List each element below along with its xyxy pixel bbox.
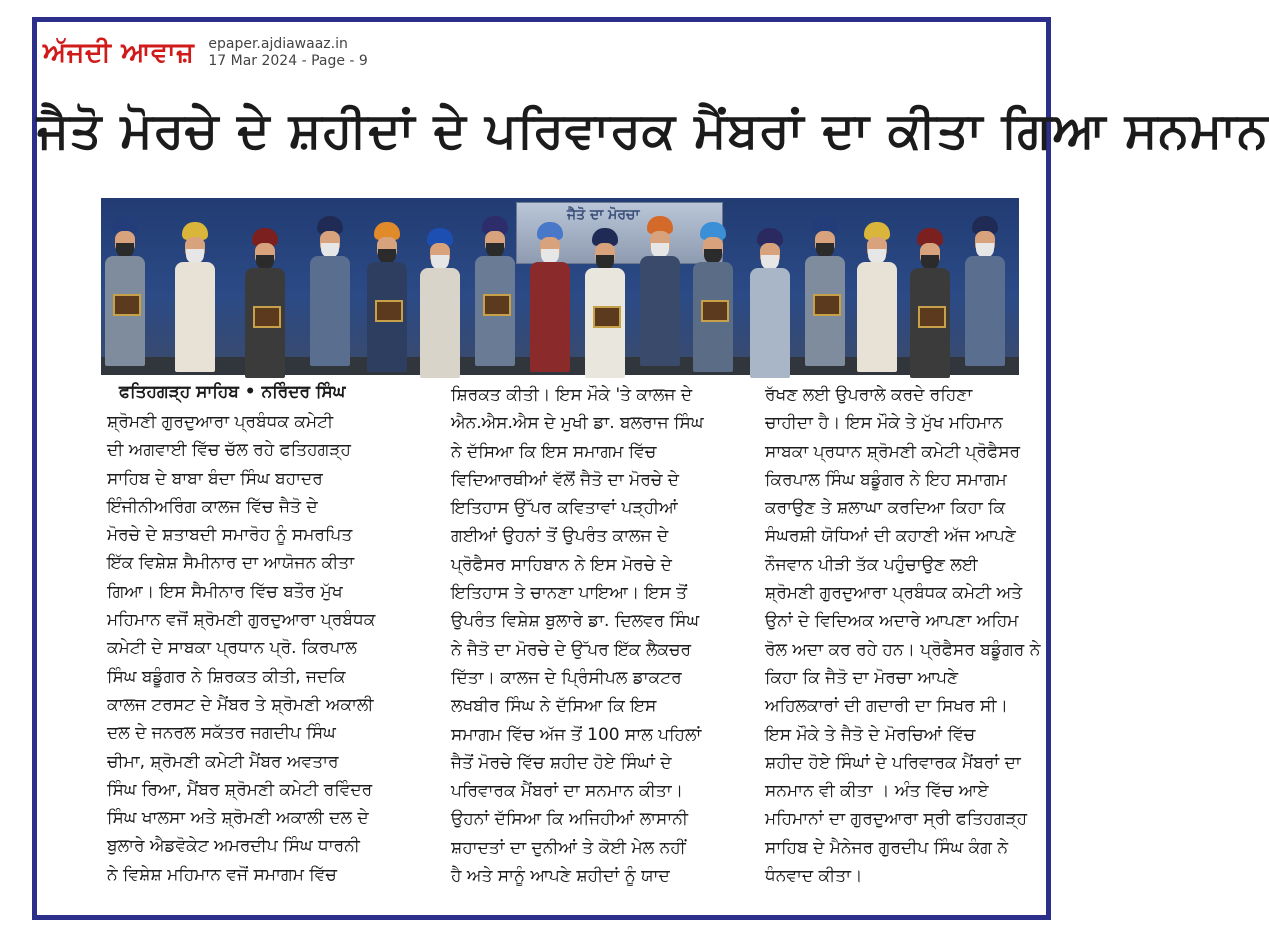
person-figure: [420, 228, 460, 375]
article-line: ਸਮਾਗਮ ਵਿੱਚ ਅੱਜ ਤੋਂ 100 ਸਾਲ ਪਹਿਲਾਂ: [451, 724, 702, 745]
article-line: ਸੰਘਰਸ਼ੀ ਯੋਧਿਆਂ ਦੀ ਕਹਾਣੀ ਅੱਜ ਆਪਣੇ: [765, 526, 1016, 547]
person-figure: [175, 222, 215, 375]
article-line: ਸਿੰਘ ਰਿਆ, ਮੈਂਬਰ ਸ਼੍ਰੋਮਣੀ ਕਮੇਟੀ ਰਵਿੰਦਰ: [107, 779, 373, 800]
person-figure: [693, 222, 733, 375]
award-plaque: [593, 306, 621, 328]
article-line: ਵਿਦਿਆਰਥੀਆਂ ਵੱਲੋਂ ਜੈਤੋ ਦਾ ਮੋਰਚੇ ਦੇ: [451, 469, 680, 490]
award-plaque: [918, 306, 946, 328]
article-line: ਲਖਬੀਰ ਸਿੰਘ ਨੇ ਦੱਸਿਆ ਕਿ ਇਸ: [451, 696, 657, 717]
article-line: ਸਾਹਿਬ ਦੇ ਬਾਬਾ ਬੰਦਾ ਸਿੰਘ ਬਹਾਦਰ: [107, 468, 323, 489]
article-line: ਕਿਰਪਾਲ ਸਿੰਘ ਬਡੂੰਗਰ ਨੇ ਇਹ ਸਮਾਗਮ: [765, 469, 1007, 490]
award-plaque: [253, 306, 281, 328]
article-line: ਗਿਆ। ਇਸ ਸੈਮੀਨਾਰ ਵਿੱਚ ਬਤੌਰ ਮੁੱਖ: [107, 581, 343, 602]
news-photo: [101, 198, 1019, 375]
byline: ਫਤਿਹਗੜ੍ਹ ਸਾਹਿਬ • ਨਰਿੰਦਰ ਸਿੰਘ: [119, 382, 346, 402]
article-line: ਮੋਰਚੇ ਦੇ ਸ਼ਤਾਬਦੀ ਸਮਾਰੋਹ ਨੂੰ ਸਮਰਪਿਤ: [107, 525, 353, 546]
article-line: ਅਹਿਲਕਾਰਾਂ ਦੀ ਗਦਾਰੀ ਦਾ ਸਿਖਰ ਸੀ।: [765, 696, 1008, 717]
article-line: ਸ਼੍ਰੋਮਣੀ ਗੁਰਦੁਆਰਾ ਪ੍ਰਬੰਧਕ ਕਮੇਟੀ ਅਤੇ: [765, 583, 1023, 604]
article-line: ਉਨਾਂ ਦੇ ਵਿਦਿਅਕ ਅਦਾਰੇ ਆਪਣਾ ਅਹਿਮ: [765, 611, 1019, 632]
award-plaque: [483, 294, 511, 316]
article-line: ਕਿਹਾ ਕਿ ਜੈਤੋ ਦਾ ਮੋਰਚਾ ਆਪਣੇ: [765, 667, 959, 688]
person-figure: [475, 216, 515, 375]
article-line: ਚਾਹੀਦਾ ਹੈ। ਇਸ ਮੌਕੇ ਤੇ ਮੁੱਖ ਮਹਿਮਾਨ: [765, 413, 1003, 434]
date-page: 17 Mar 2024 - Page - 9: [208, 53, 368, 69]
article-line: ਇਤਿਹਾਸ ਉੱਪਰ ਕਵਿਤਾਵਾਂ ਪੜ੍ਹੀਆਂ: [451, 498, 678, 519]
article-line: ਇਸ ਮੌਕੇ ਤੇ ਜੈਤੋ ਦੇ ਮੋਰਚਿਆਂ ਵਿੱਚ: [765, 724, 976, 745]
article-line: ਨੌਜਵਾਨ ਪੀੜੀ ਤੱਕ ਪਹੁੰਚਾਉਣ ਲਈ: [765, 554, 978, 575]
person-figure: [640, 216, 680, 375]
article-line: ਉਪਰੰਤ ਵਿਸ਼ੇਸ਼ ਬੁਲਾਰੇ ਡਾ. ਦਿਲਵਰ ਸਿੰਘ: [451, 611, 700, 632]
article-line: ਨੇ ਜੈਤੋ ਦਾ ਮੋਰਚੇ ਦੇ ਉੱਪਰ ਇੱਕ ਲੈਕਚਰ: [451, 639, 692, 660]
person-figure: [367, 222, 407, 375]
article-line: ਕਰਾਉਣ ਤੇ ਸ਼ਲਾਘਾ ਕਰਦਿਆ ਕਿਹਾ ਕਿ: [765, 498, 1006, 519]
article-column-3: [765, 381, 1065, 890]
person-figure: [805, 216, 845, 375]
article-line: ਉਹਨਾਂ ਦੱਸਿਆ ਕਿ ਅਜਿਹੀਆਂ ਲਾਸਾਨੀ: [451, 809, 688, 830]
article-line: ਸ਼ਿਰਕਤ ਕੀਤੀ। ਇਸ ਮੌਕੇ 'ਤੇ ਕਾਲਜ ਦੇ: [451, 385, 693, 405]
newspaper-clipping: [32, 17, 1269, 920]
article-line: ਨੇ ਦੱਸਿਆ ਕਿ ਇਸ ਸਮਾਗਮ ਵਿੱਚ: [451, 441, 657, 462]
article-line: ਮਹਿਮਾਨ ਵਜੋਂ ਸ਼੍ਰੋਮਣੀ ਗੁਰਦੁਆਰਾ ਪ੍ਰਬੰਧਕ: [107, 610, 376, 631]
article-line: ਸ਼ਹੀਦ ਹੋਏ ਸਿੰਘਾਂ ਦੇ ਪਰਿਵਾਰਕ ਮੈਂਬਰਾਂ ਦਾ: [765, 752, 1021, 773]
award-plaque: [375, 300, 403, 322]
person-figure: [530, 222, 570, 375]
article-line: ਸਿੰਘ ਬਡੂੰਗਰ ਨੇ ਸ਼ਿਰਕਤ ਕੀਤੀ, ਜਦਕਿ: [107, 666, 346, 687]
article-line: ਜੈਤੋਂ ਮੋਰਚੇ ਵਿੱਚ ਸ਼ਹੀਦ ਹੋਏ ਸਿੰਘਾਂ ਦੇ: [451, 752, 672, 773]
article-line: ਸਿੰਘ ਖਾਲਸਾ ਅਤੇ ਸ਼੍ਰੋਮਣੀ ਅਕਾਲੀ ਦਲ ਦੇ: [107, 808, 369, 829]
award-plaque: [113, 294, 141, 316]
article-column-1: [107, 408, 431, 889]
edition-info: [208, 36, 367, 70]
article-line: ਬੁਲਾਰੇ ਐਡਵੋਕੇਟ ਅਮਰਦੀਪ ਸਿੰਘ ਧਾਰਨੀ: [107, 836, 360, 857]
article-line: ਮਹਿਮਾਨਾਂ ਦਾ ਗੁਰਦੁਆਰਾ ਸ੍ਰੀ ਫਤਿਹਗੜ੍ਹ: [765, 809, 1028, 830]
person-figure: [585, 228, 625, 375]
article-line: ਸ਼ਹਾਦਤਾਂ ਦਾ ਦੁਨੀਆਂ ਤੇ ਕੋਈ ਮੇਲ ਨਹੀਂ: [451, 837, 686, 858]
article-line: ਇਤਿਹਾਸ ਤੇ ਚਾਨਣਾ ਪਾਇਆ। ਇਸ ਤੋਂ: [451, 583, 688, 604]
person-figure: [857, 222, 897, 375]
person-figure: [965, 216, 1005, 375]
award-plaque: [701, 300, 729, 322]
article-line: ਸਾਬਕਾ ਪ੍ਰਧਾਨ ਸ਼੍ਰੋਮਣੀ ਕਮੇਟੀ ਪ੍ਰੋਫੈਸਰ: [765, 441, 1021, 462]
article-line: ਹੈ ਅਤੇ ਸਾਨੂੰ ਆਪਣੇ ਸ਼ਹੀਦਾਂ ਨੂੰ ਯਾਦ: [451, 866, 670, 887]
article-line: ਕਾਲਜ ਟਰਸਟ ਦੇ ਮੈਂਬਰ ਤੇ ਸ਼੍ਰੋਮਣੀ ਅਕਾਲੀ: [107, 694, 374, 715]
masthead: [43, 28, 368, 78]
article-line: ਇੰਜੀਨੀਅਰਿੰਗ ਕਾਲਜ ਵਿੱਚ ਜੈਤੋ ਦੇ: [107, 496, 318, 517]
article-line: ਦਿੱਤਾ। ਕਾਲਜ ਦੇ ਪ੍ਰਿੰਸੀਪਲ ਡਾਕਟਰ: [451, 667, 682, 688]
article-headline: ਜੈਤੋ ਮੋਰਚੇ ਦੇ ਸ਼ਹੀਦਾਂ ਦੇ ਪਰਿਵਾਰਕ ਮੈਂਬਰਾਂ ਦਾ ਕੀਤਾ ਗਿਆ ਸਨਮਾਨ: [37, 102, 1269, 159]
article-line: ਸਨਮਾਨ ਵੀ ਕੀਤਾ । ਅੰਤ ਵਿੱਚ ਆਏ: [765, 781, 989, 802]
article-line: ਗਈਆਂ ਉਹਨਾਂ ਤੋਂ ਉਪਰੰਤ ਕਾਲਜ ਦੇ: [451, 526, 669, 547]
person-figure: [750, 228, 790, 375]
article-line: ਧੰਨਵਾਦ ਕੀਤਾ।: [765, 866, 863, 887]
article-line: ਇੱਕ ਵਿਸ਼ੇਸ਼ ਸੈਮੀਨਾਰ ਦਾ ਆਯੋਜਨ ਕੀਤਾ: [107, 553, 355, 574]
article-line: ਪ੍ਰੋਫੈਸਰ ਸਾਹਿਬਾਨ ਨੇ ਇਸ ਮੋਰਚੇ ਦੇ: [451, 554, 672, 575]
article-column-2: [451, 381, 743, 890]
article-line: ਰੋਲ ਅਦਾ ਕਰ ਰਹੇ ਹਨ। ਪ੍ਰੋਫੈਸਰ ਬਡੂੰਗਰ ਨੇ: [765, 639, 1041, 660]
person-figure: [310, 216, 350, 375]
article-line: ਨੇ ਵਿਸ਼ੇਸ਼ ਮਹਿਮਾਨ ਵਜੋਂ ਸਮਾਗਮ ਵਿੱਚ: [107, 864, 337, 885]
person-figure: [245, 228, 285, 375]
banner-text: ਜੈਤੋ ਦਾ ਮੋਰਚਾ: [567, 207, 640, 223]
article-line: ਸ਼੍ਰੋਮਣੀ ਗੁਰਦੁਆਰਾ ਪ੍ਰਬੰਧਕ ਕਮੇਟੀ: [107, 412, 334, 432]
person-figure: [910, 228, 950, 375]
article-line: ਸਾਹਿਬ ਦੇ ਮੈਨੇਜਰ ਗੁਰਦੀਪ ਸਿੰਘ ਕੰਗ ਨੇ: [765, 837, 1009, 858]
site-url[interactable]: epaper.ajdiawaaz.in: [208, 36, 348, 52]
article-line: ਦਲ ਦੇ ਜਨਰਲ ਸਕੱਤਰ ਜਗਦੀਪ ਸਿੰਘ: [107, 723, 336, 744]
article-line: ਐਨ.ਐਸ.ਐਸ ਦੇ ਮੁਖੀ ਡਾ. ਬਲਰਾਜ ਸਿੰਘ: [451, 413, 704, 434]
article-line: ਕਮੇਟੀ ਦੇ ਸਾਬਕਾ ਪ੍ਰਧਾਨ ਪ੍ਰੋ. ਕਿਰਪਾਲ: [107, 638, 357, 659]
article-line: ਰੱਖਣ ਲਈ ਉਪਰਾਲੇ ਕਰਦੇ ਰਹਿਣਾ: [765, 385, 973, 405]
article-line: ਚੀਮਾ, ਸ਼੍ਰੋਮਣੀ ਕਮੇਟੀ ਮੈਂਬਰ ਅਵਤਾਰ: [107, 751, 339, 772]
article-line: ਦੀ ਅਗਵਾਈ ਵਿੱਚ ਚੱਲ ਰਹੇ ਫਤਿਹਗੜ੍ਹ: [107, 440, 351, 461]
award-plaque: [813, 294, 841, 316]
article-line: ਪਰਿਵਾਰਕ ਮੈਂਬਰਾਂ ਦਾ ਸਨਮਾਨ ਕੀਤਾ।: [451, 781, 684, 802]
person-figure: [105, 216, 145, 375]
logo-text: ਅੱਜਦੀ ਆਵਾਜ਼: [43, 37, 195, 68]
newspaper-logo: [43, 37, 194, 69]
